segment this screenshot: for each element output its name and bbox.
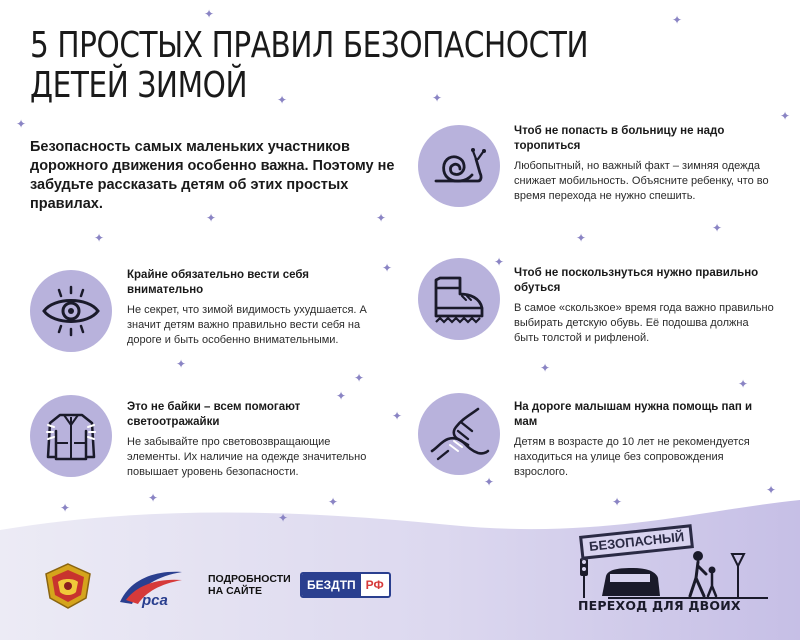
- rule-3-heading: Чтоб не попасть в больницу не надо торопиться: [514, 125, 725, 152]
- rule-5-heading: На дороге малышам нужна помощь пап и мам: [514, 401, 753, 428]
- safe-stamp: БЕЗОПАСНЫЙ: [579, 524, 694, 560]
- rule-3: [514, 124, 776, 204]
- title-line-2: ДЕТЕЙ ЗИМОЙ: [30, 65, 248, 106]
- more-info-label: [208, 573, 291, 597]
- more-info-line-2: НА САЙТЕ: [208, 585, 262, 597]
- rule-5: [514, 400, 776, 480]
- helping-hands-icon: [418, 393, 500, 475]
- intro-text: Безопасность самых маленьких участников дорожного движения особенно важна. Поэтому не забудьте рассказать детям об этих простых правилах.: [30, 139, 395, 212]
- gibdd-emblem-icon: [42, 562, 94, 610]
- rule-3-text: Любопытный, но важный факт – зимняя одежда снижает мобильность. Объясните ребенку, что во время перехода не нужно спешить.: [514, 160, 769, 202]
- rsa-text: рса: [142, 592, 168, 609]
- rule-2-text: Не забывайте про световозвращающие элементы. Их наличие на одежде значительно повышает уровень безопасности.: [127, 436, 367, 478]
- bezdtp-main-text: БЕЗДТП: [302, 572, 361, 598]
- bezdtp-site-link[interactable]: [300, 572, 391, 598]
- boot-icon: [418, 258, 500, 340]
- rule-2: [127, 400, 382, 480]
- rule-4-heading: Чтоб не поскользнуться нужно правильно обуться: [514, 267, 759, 294]
- rule-4: [514, 266, 776, 346]
- rule-1-heading: Крайне обязательно вести себя внимательно: [127, 269, 310, 296]
- bezdtp-rf-text: РФ: [361, 572, 389, 598]
- reflective-jacket-icon: [30, 395, 112, 477]
- campaign-slogan: ПЕРЕХОД ДЛЯ ДВОИХ: [578, 598, 741, 613]
- rsa-logo: [116, 566, 184, 610]
- title-line-1: 5 ПРОСТЫХ ПРАВИЛ БЕЗОПАСНОСТИ: [30, 25, 589, 66]
- campaign-brand: [572, 522, 772, 622]
- rule-1-text: Не секрет, что зимой видимость ухудшается. А значит детям важно правильно вести себя на дороге и быть особенно внимательными.: [127, 304, 367, 346]
- page-title: [30, 26, 588, 106]
- rule-1: [127, 268, 382, 348]
- rule-4-text: В самое «скользкое» время года важно правильно выбирать детскую обувь. Её подошва должна быть толстой и рифленой.: [514, 302, 774, 344]
- rule-5-text: Детям в возрасте до 10 лет не рекомендуется находиться на улице без сопровождения взрослого.: [514, 436, 750, 478]
- rule-2-heading: Это не байки – всем помогают светоотражайки: [127, 401, 301, 428]
- snail-icon: [418, 125, 500, 207]
- eye-icon: [30, 270, 112, 352]
- more-info-line-1: ПОДРОБНОСТИ: [208, 573, 291, 585]
